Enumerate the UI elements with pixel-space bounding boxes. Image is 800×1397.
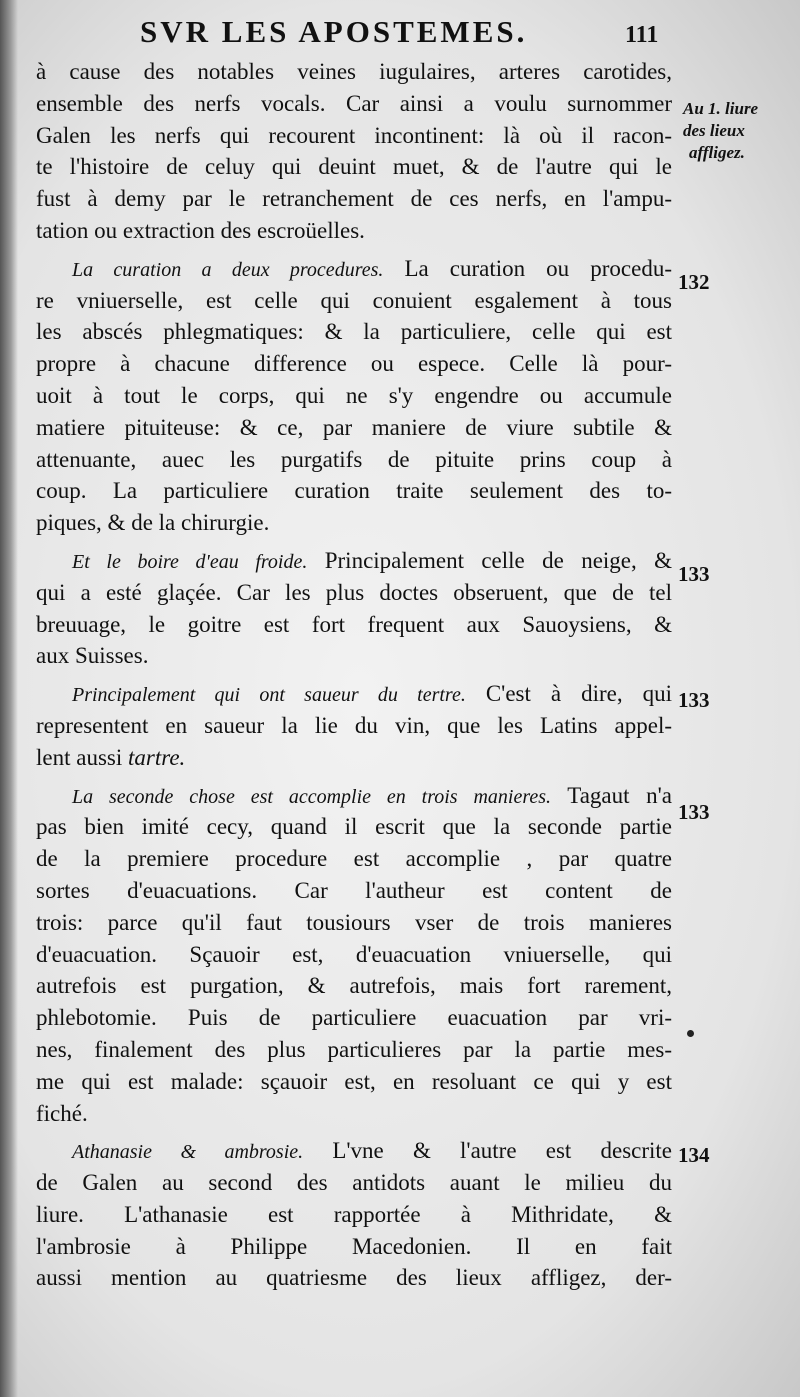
margin-note — [683, 98, 758, 164]
text-line: me qui est malade: sçauoir est, en resoluant ce qui y est — [36, 1068, 672, 1094]
lemma-continuation: Tagaut n'a — [551, 782, 672, 808]
text-line: sortes d'euacuations. Car l'autheur est content de — [36, 877, 672, 903]
text-line: tation ou extraction des escroüelles. — [36, 217, 365, 243]
text-line: propre à chacune difference ou espece. Celle là pour- — [36, 351, 672, 377]
page-number: 111 — [625, 22, 659, 48]
text-line: de la premiere procedure est accomplie , par quatre — [36, 846, 672, 872]
lemma: La curation a deux procedures. — [72, 258, 384, 281]
paragraph — [36, 56, 672, 247]
margin-number: 133 — [678, 800, 710, 824]
text-line: nes, finalement des plus particulieres par la partie mes- — [36, 1036, 672, 1062]
text-line: d'euacuation. Sçauoir est, d'euacuation vniuerselle, qui — [36, 941, 672, 967]
text-line: te l'histoire de celuy qui deuint muet, & de l'autre qui le — [36, 154, 672, 180]
text-line: phlebotomie. Puis de particuliere euacuation par vri- — [36, 1005, 672, 1031]
text-line: aussi mention au quatriesme des lieux affligez, der- — [36, 1265, 672, 1291]
text-line — [36, 253, 672, 285]
text-line — [36, 545, 672, 577]
text-line: breuuage, le goitre est fort frequent aux Sauoysiens, & — [36, 611, 672, 637]
text-line: l'ambrosie à Philippe Macedonien. Il en fait — [36, 1233, 672, 1259]
margin-number: 133 — [678, 688, 710, 712]
lemma: La seconde chose est accomplie en trois manieres. — [72, 785, 552, 808]
margin-bullet-mark — [687, 1030, 694, 1037]
text-line: re vniuerselle, est celle qui conuient esgalement à tous — [36, 287, 672, 313]
text-line: fiché. — [36, 1100, 88, 1126]
text-line: trois: parce qu'il faut tousiours vser de trois manieres — [36, 909, 672, 935]
running-title: SVR LES APOSTEMES. — [140, 14, 528, 49]
paragraph — [36, 780, 672, 1130]
text-line: representent en saueur la lie du vin, que les Latins appel- — [36, 712, 672, 738]
lemma-continuation: L'vne & l'autre est descrite — [303, 1138, 673, 1164]
margin-note-line: Au 1. liure — [683, 99, 759, 118]
text-line: ensemble des nerfs vocals. Car ainsi a voulu surnommer — [36, 90, 672, 116]
text-line: les abscés phlegmatiques: & la particuliere, celle qui est — [36, 319, 672, 345]
lemma-continuation: La curation ou procedu- — [383, 255, 672, 281]
lemma-continuation: C'est à dire, qui — [465, 681, 672, 707]
text-line: Galen les nerfs qui recourent incontinent: là où il racon- — [36, 122, 672, 148]
text-line: coup. La particuliere curation traite seulement des to- — [36, 478, 672, 504]
lemma: Principalement qui ont saueur du tertre. — [72, 684, 466, 707]
paragraph — [36, 253, 672, 539]
lemma: Athanasie & ambrosie. — [72, 1141, 304, 1164]
body-text — [36, 56, 672, 1294]
text-line: matiere pituiteuse: & ce, par maniere de viure subtile & — [36, 414, 672, 440]
text-line: fust à demy par le retranchement de ces nerfs, en l'ampu- — [36, 186, 672, 212]
margin-number: 132 — [678, 270, 710, 294]
page-spine-shadow — [0, 0, 18, 1397]
margin-number: 133 — [678, 562, 710, 586]
page-header — [0, 10, 800, 50]
text-line: qui a esté glaçée. Car les plus doctes obseruent, que de tel — [36, 579, 672, 605]
lemma-continuation: Principalement celle de neige, & — [307, 547, 673, 573]
paragraph — [36, 678, 672, 773]
margin-number: 134 — [678, 1143, 710, 1167]
margin-note-line: des lieux — [683, 121, 745, 140]
lemma: Et le boire d'eau froide. — [72, 550, 308, 573]
text-line: pas bien imité cecy, quand il escrit que la seconde partie — [36, 814, 672, 840]
text-line: à cause des notables veines iugulaires, arteres carotides, — [36, 59, 672, 84]
text-line: liure. L'athanasie est rapportée à Mithridate, & — [36, 1201, 672, 1227]
text-fragment: lent aussi — [36, 744, 128, 770]
text-line — [36, 678, 672, 710]
paragraph — [36, 545, 672, 672]
text-line: piques, & de la chirurgie. — [36, 510, 270, 536]
paragraph — [36, 1135, 672, 1294]
text-line: de Galen au second des antidots auant le milieu du — [36, 1170, 672, 1196]
text-line — [36, 780, 672, 812]
text-line — [36, 1135, 672, 1167]
text-line — [36, 742, 672, 774]
margin-note-line: affligez. — [689, 143, 745, 162]
text-line: uoit à tout le corps, qui ne s'y engendre ou accumule — [36, 382, 672, 408]
italic-term: tartre. — [128, 744, 186, 770]
text-line: autrefois est purgation, & autrefois, mais fort rarement, — [36, 973, 672, 999]
text-line: aux Suisses. — [36, 643, 149, 669]
text-line: attenuante, auec les purgatifs de pituite prins coup à — [36, 446, 672, 472]
